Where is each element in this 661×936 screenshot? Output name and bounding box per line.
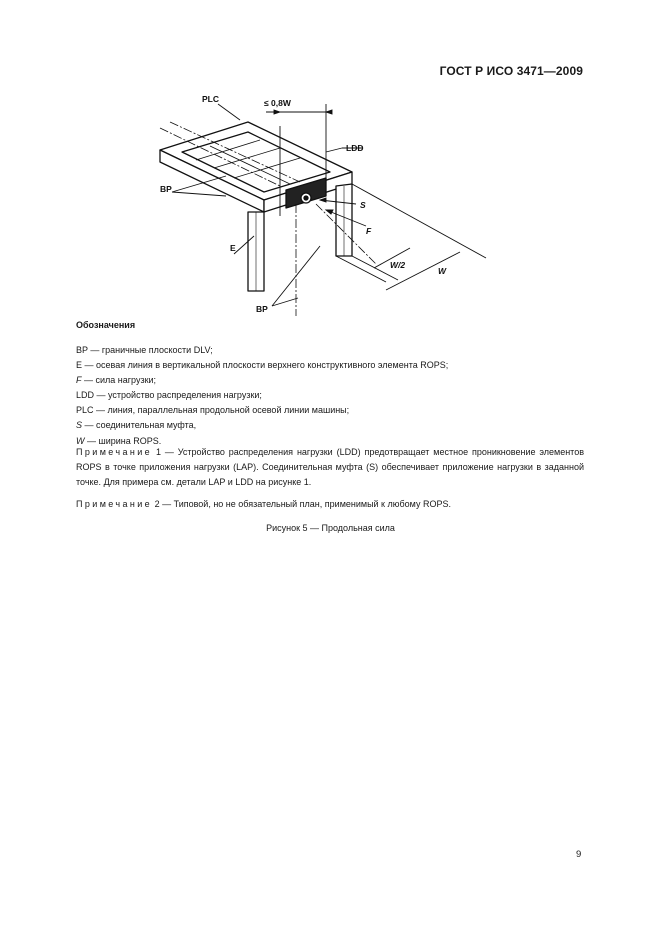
document-header: ГОСТ Р ИСО 3471—2009	[439, 64, 583, 78]
legend-text: — ширина ROPS.	[84, 435, 162, 446]
legend-item	[76, 343, 448, 358]
note-1-label: Примечание	[76, 447, 153, 457]
legend-text: — линия, параллельная продольной осевой линии машины;	[93, 405, 350, 416]
label-plc: PLC	[202, 94, 219, 104]
label-s: S	[360, 200, 366, 210]
legend-term: W	[76, 435, 85, 446]
label-dim-08w: ≤ 0,8W	[264, 98, 291, 108]
legend-item	[76, 388, 448, 403]
legend-text: — сила нагрузки;	[81, 375, 157, 386]
label-w2: W/2	[390, 260, 406, 270]
figure-caption: Рисунок 5 — Продольная сила	[266, 523, 395, 533]
note-1	[76, 445, 584, 491]
label-ldd: LDD	[346, 143, 364, 153]
figure-drawing	[130, 86, 490, 318]
label-f: F	[366, 226, 372, 236]
note-2-text: 2 — Типовой, но не обязательный план, применимый к любому ROPS.	[152, 499, 451, 509]
legend-item	[76, 403, 448, 418]
legend-term: F	[76, 375, 82, 386]
label-bp-bottom: BP	[256, 304, 268, 314]
legend-text: — соединительная муфта,	[82, 420, 197, 431]
page-number: 9	[576, 849, 582, 860]
legend-item	[76, 418, 448, 433]
legend-term: BP	[76, 345, 88, 355]
note-2-label: Примечание	[76, 499, 153, 509]
legend-text: — устройство распределения нагрузки;	[94, 390, 262, 401]
legend-text: — осевая линия в вертикальной плоскости верхнего конструктивного элемента ROPS;	[82, 360, 449, 371]
legend-term: E	[76, 360, 83, 371]
note-2	[76, 497, 584, 512]
legend-term: S	[76, 420, 83, 431]
label-bp-left: BP	[160, 184, 172, 194]
label-e: E	[230, 243, 236, 253]
legend-list	[76, 343, 448, 449]
legend-item	[76, 358, 448, 373]
legend-text: — граничные плоскости DLV;	[87, 345, 213, 355]
legend-item	[76, 373, 448, 388]
figure-longitudinal-force	[130, 86, 490, 318]
legend-title: Обозначения	[76, 320, 136, 330]
legend-term: LDD	[76, 390, 95, 401]
note-1-text: 1 — Устройство распределения нагрузки (LDD) предотвращает местное проникновение элементов ROPS в точке приложения нагрузки (LAP). Соединительная муфта (S) обеспечивает приложение нагрузки в заданной точке. Для примера см. детали LAP и LDD на рисунке 1.	[76, 447, 584, 488]
legend-term: PLC	[76, 405, 94, 416]
label-w: W	[438, 266, 447, 276]
